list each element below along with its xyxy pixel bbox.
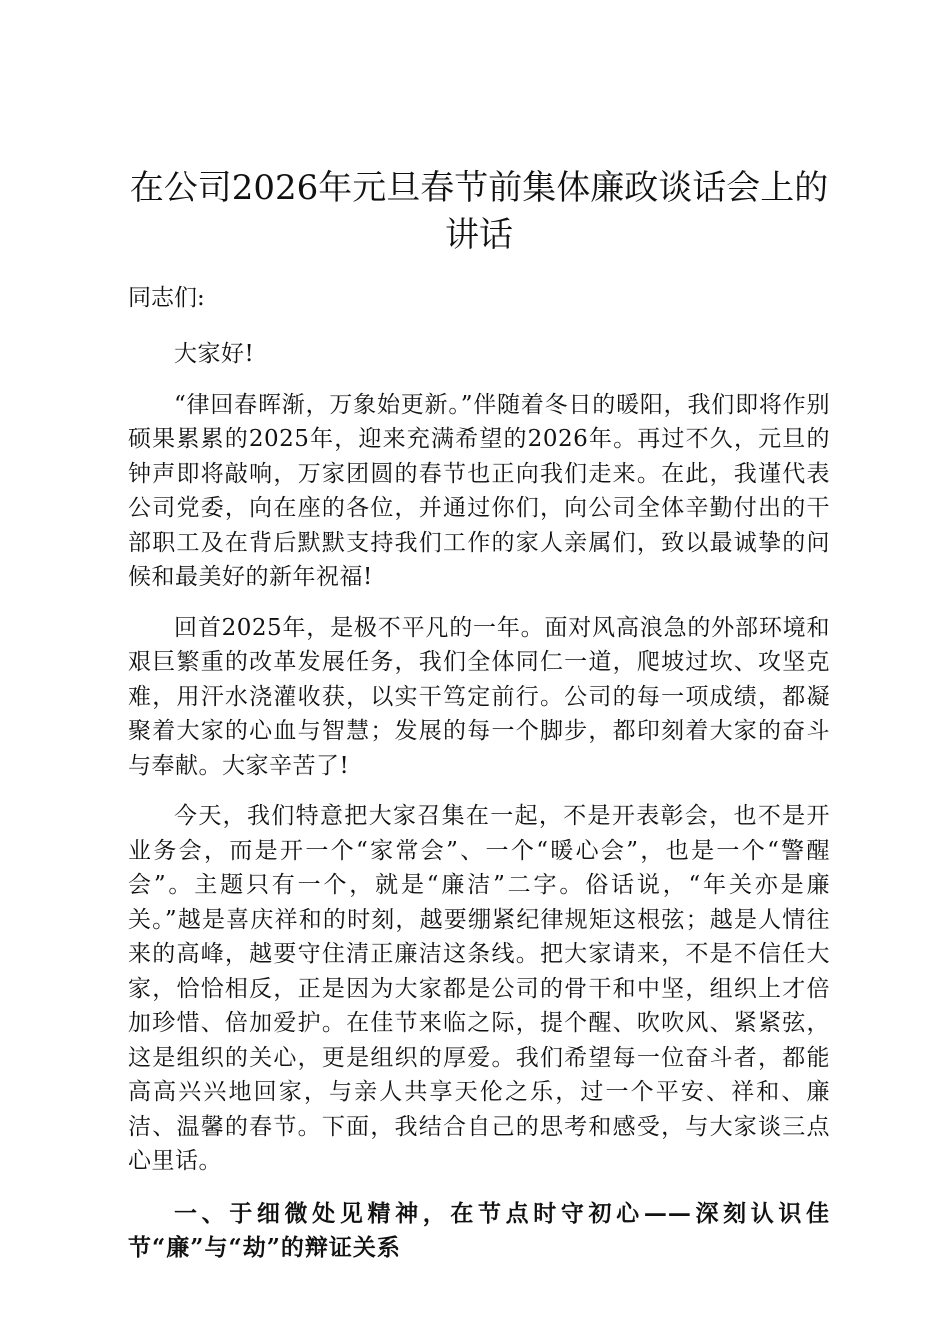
document-title: 在公司2026年元旦春节前集体廉政谈话会上的讲话: [129, 168, 829, 255]
document-page: [128, 165, 830, 1266]
paragraph-new-year-greeting: “律回春晖渐，万象始更新。”伴随着冬日的暖阳，我们即将作别硕果累累的2025年，迎来充满希望的2026年。再过不久，元旦的钟声即将敲响，万家团圆的春节也正向我们走来。在此，我谨代表公司党委，向在座的各位，并通过你们，向公司全体辛勤付出的干部职工及在背后默默支持我们工作的家人亲属们，致以最诚挚的问候和最美好的新年祝福!: [128, 391, 830, 590]
paragraph-meeting-purpose: 今天，我们特意把大家召集在一起，不是开表彰会，也不是开业务会，而是开一个“家常会”、一个“暖心会”，也是一个“警醒会”。主题只有一个，就是“廉洁”二字。俗话说，“年关亦是廉关。”越是喜庆祥和的时刻，越要绷紧纪律规矩这根弦；越是人情往来的高峰，越要守住清正廉洁这条线。把大家请来，不是不信任大家，恰恰相反，正是因为大家都是公司的骨干和中坚，组织上才倍加珍惜、倍加爱护。在佳节来临之际，提个醒、吹吹风、紧紧弦，这是组织的关心，更是组织的厚爱。我们希望每一位奋斗者，都能高高兴兴地回家，与亲人共享天伦之乐，过一个平安、祥和、廉洁、温馨的春节。下面，我结合自己的思考和感受，与大家谈三点心里话。: [128, 803, 830, 1174]
section-heading-1: 一、于细微处见精神，在节点时守初心——深刻认识佳节“廉”与“劫”的辩证关系: [128, 1199, 830, 1261]
salutation: 同志们:: [128, 285, 205, 311]
greeting: 大家好!: [174, 341, 255, 367]
paragraph-review-2025: 回首2025年，是极不平凡的一年。面对风高浪急的外部环境和艰巨繁重的改革发展任务，我们全体同仁一道，爬坡过坎、攻坚克难，用汗水浇灌收获，以实干笃定前行。公司的每一项成绩，都凝聚着大家的心血与智慧；发展的每一个脚步，都印刻着大家的奋斗与奉献。大家辛苦了!: [128, 614, 830, 779]
